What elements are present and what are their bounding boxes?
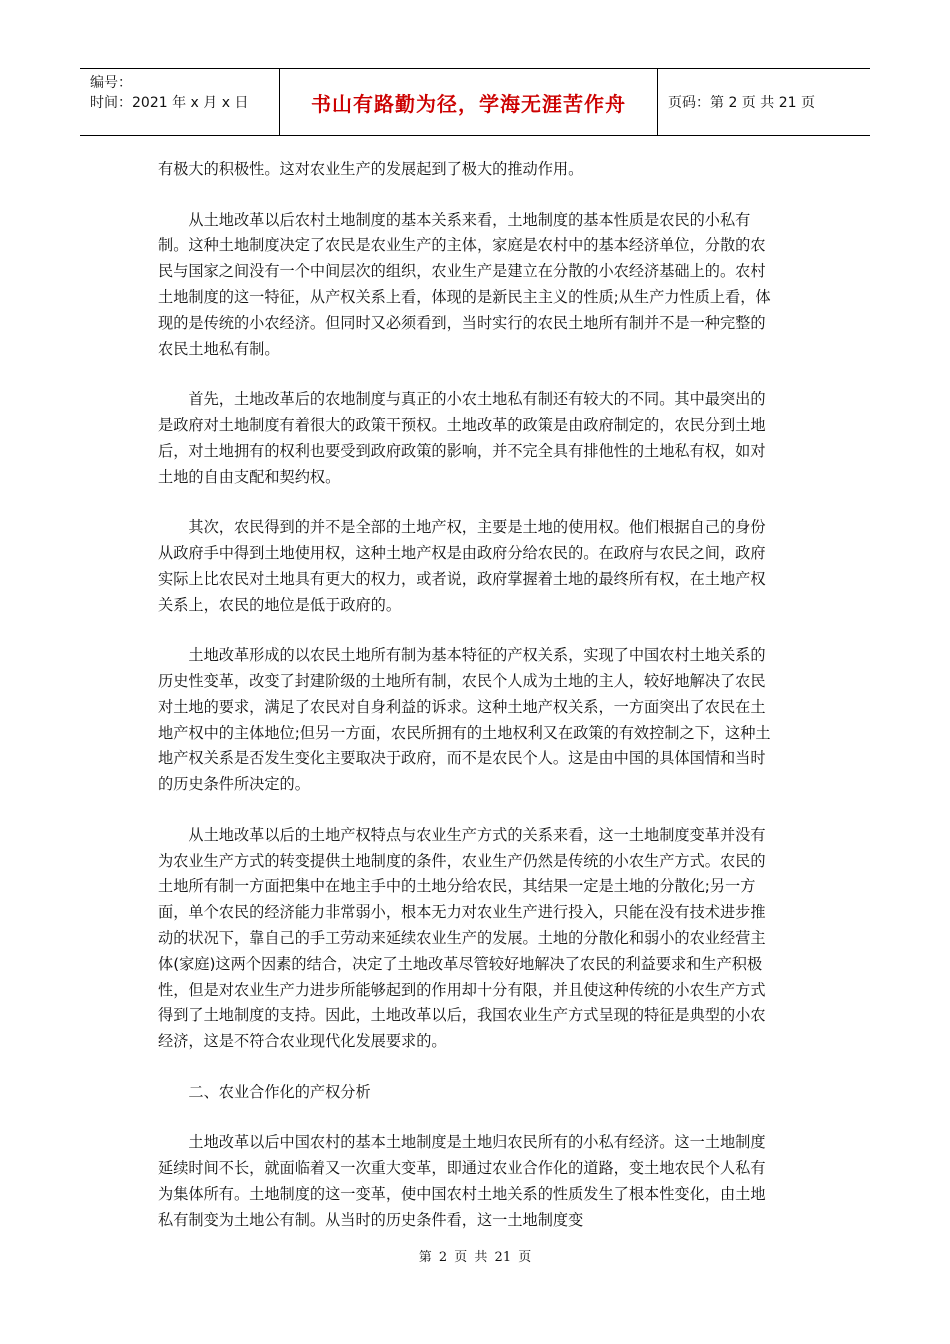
paragraph: 土地改革形成的以农民土地所有制为基本特征的产权关系，实现了中国农村土地关系的历史性变革，改变了封建阶级的土地所有制，农民个人成为土地的主人，较好地解决了农民对土地的要求，满足了农民对自身利益的诉求。这种土地产权关系，一方面突出了农民在土地产权中的主体地位;但另一方面，农民所拥有的土地权利又在政策的有效控制之下，这种土地产权关系是否发生变化主要取决于政府，而不是农民个人。这是由中国的具体国情和当时的历史条件所决定的。 xyxy=(158,646,771,794)
page-info-text: 页码：第 2 页 共 21 页 xyxy=(668,95,815,111)
paragraph: 从土地改革以后农村土地制度的基本关系来看，土地制度的基本性质是农民的小私有制。这种土地制度决定了农民是农业生产的主体，家庭是农村中的基本经济单位，分散的农民与国家之间没有一个中间层次的组织，农业生产是建立在分散的小农经济基础上的。农村土地制度的这一特征，从产权关系上看，体现的是新民主主义的性质;从生产力性质上看，体现的是传统的小农经济。但同时又必须看到，当时实行的农民土地所有制并不是一种完整的农民土地私有制。 xyxy=(158,210,771,358)
paragraph: 其次，农民得到的并不是全部的土地产权，主要是土地的使用权。他们根据自己的身份从政府手中得到土地使用权，这种土地产权是由政府分给农民的。在政府与农民之间，政府实际上比农民对土地具有更大的权力，或者说，政府掌握着土地的最终所有权，在土地产权关系上，农民的地位是低于政府的。 xyxy=(158,518,766,614)
motto-text: 书山有路勤为径，学海无涯苦作舟 xyxy=(311,91,626,116)
header-date: 时间：2021 年 x 月 x 日 xyxy=(90,95,249,111)
page-header xyxy=(80,68,870,136)
footer-page-number: 第 2 页 共 21 页 xyxy=(418,1250,532,1265)
paragraph: 土地改革以后中国农村的基本土地制度是土地归农民所有的小私有经济。这一土地制度延续时间不长，就面临着又一次重大变革，即通过农业合作化的道路，变土地农民个人私有为集体所有。土地制度的这一变革，使中国农村土地关系的性质发生了根本性变化，由土地私有制变为土地公有制。从当时的历史条件看，这一土地制度变 xyxy=(158,1133,766,1229)
header-meta xyxy=(80,69,280,135)
page-footer xyxy=(0,1246,950,1265)
section-heading: 二、农业合作化的产权分析 xyxy=(188,1082,371,1101)
header-number: 编号： xyxy=(90,75,132,91)
paragraph: 首先，土地改革后的农地制度与真正的小农土地私有制还有较大的不同。其中最突出的是政府对土地制度有着很大的政策干预权。土地改革的政策是由政府制定的，农民分到土地后，对土地拥有的权利也要受到政府政策的影响，并不完全具有排他性的土地私有权，如对土地的自由支配和契约权。 xyxy=(158,390,766,486)
header-page-info xyxy=(658,69,870,135)
header-motto xyxy=(280,69,658,135)
paragraph-continuation: 有极大的积极性。这对农业生产的发展起到了极大的推动作用。 xyxy=(158,160,584,178)
paragraph: 从土地改革以后的土地产权特点与农业生产方式的关系来看，这一土地制度变革并没有为农业生产方式的转变提供土地制度的条件，农业生产仍然是传统的小农生产方式。农民的土地所有制一方面把集中在地主手中的土地分给农民，其结果一定是土地的分散化;另一方面，单个农民的经济能力非常弱小，根本无力对农业生产进行投入，只能在没有技术进步推动的状况下，靠自己的手工劳动来延续农业生产的发展。土地的分散化和弱小的农业经营主体(家庭)这两个因素的结合，决定了土地改革尽管较好地解决了农民的利益要求和生产积极性，但是对农业生产力进步所能够起到的作用却十分有限，并且使这种传统的小农生产方式得到了土地制度的支持。因此，土地改革以后，我国农业生产方式呈现的特征是典型的小农经济，这是不符合农业现代化发展要求的。 xyxy=(158,825,766,1051)
document-body xyxy=(158,157,778,1258)
